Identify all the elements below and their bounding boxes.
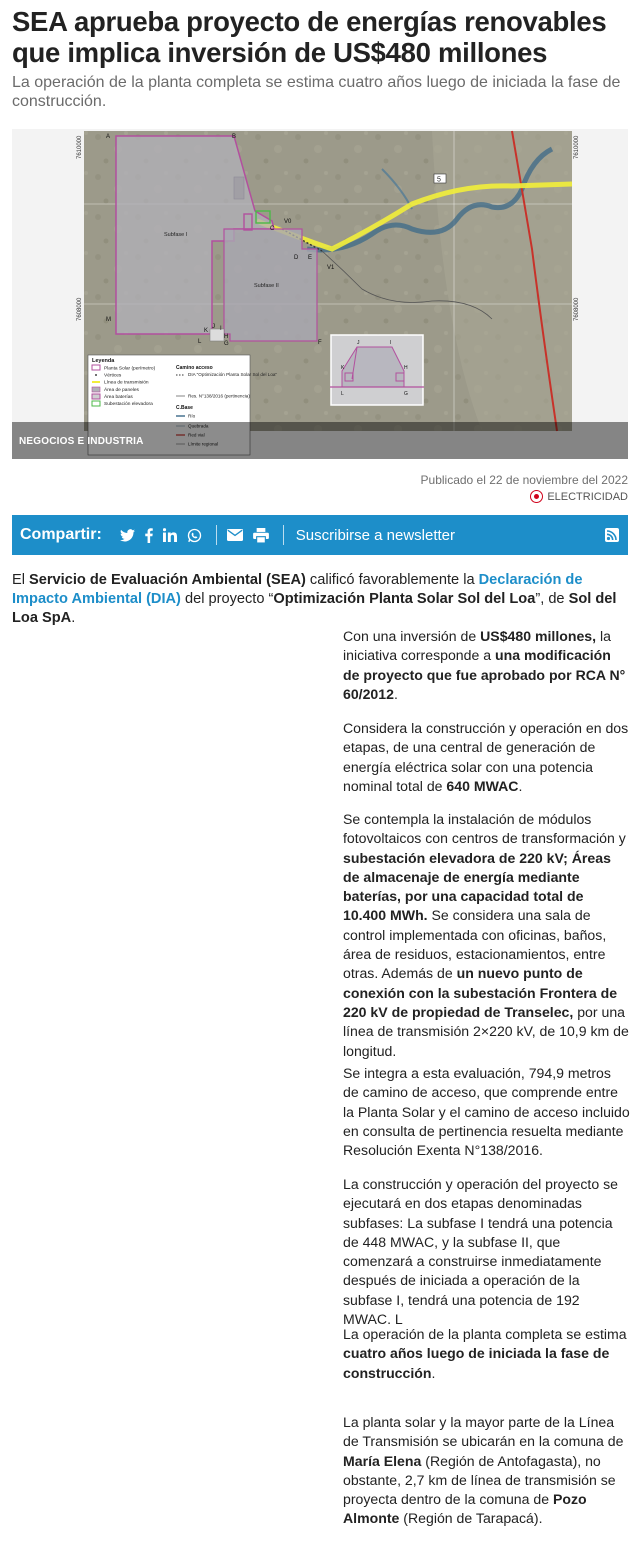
svg-text:H: H xyxy=(404,365,408,371)
paragraph-1: Con una inversión de US$480 millones, la iniciativa corresponde a una modificación de proyecto que fue aprobado por RCA N° 60/2012. xyxy=(343,628,626,702)
newsletter-link[interactable]: Suscribirse a newsletter xyxy=(295,526,456,544)
svg-text:Planta Solar (perímetro): Planta Solar (perímetro) xyxy=(104,366,156,372)
map-inset xyxy=(330,335,424,405)
svg-text:Área de paneles: Área de paneles xyxy=(104,388,139,393)
paragraph-5: La construcción y operación del proyecto se ejecutará en dos etapas denominadas subfases: La subfase I tendrá una potencia de 448 MWAC, y la subfase II, que comenzará a construirse inmediatamente después de iniciada a operación de la subfase I, tendrá una potencia de 192 MWAC. L xyxy=(343,1176,618,1328)
linkedin-icon[interactable] xyxy=(163,528,177,542)
svg-text:K: K xyxy=(341,365,345,371)
share-divider-2 xyxy=(283,525,284,545)
svg-text:K: K xyxy=(204,328,209,334)
svg-text:J: J xyxy=(357,340,360,346)
paragraph-3: Se contempla la instalación de módulos fotovoltaicos con centros de transformación y subestación elevadora de 220 kV; Áreas de almacenaje de energía mediante baterías, por una capacidad total de 10.400 MWh. Se considera una sala de control implementada con oficinas, baños, área de residuos, estacionamientos, entre otras. Además de un nuevo punto de conexión con la subestación Frontera de 220 kV de propiedad de Transelec, por una línea de transmisión 2×220 kV, de 10,9 km de longitud. xyxy=(343,811,629,1059)
svg-text:G: G xyxy=(224,341,229,347)
share-divider xyxy=(216,525,217,545)
svg-text:Línea de transmisión: Línea de transmisión xyxy=(104,380,149,386)
svg-text:Res. N°138/2016 (pertinencia): Res. N°138/2016 (pertinencia) xyxy=(188,393,250,399)
coord-mid-right: 7608000 xyxy=(574,297,580,321)
paragraph-4: Se integra a esta evaluación, 794,9 metros de camino de acceso, que comprende entre la Planta Solar y el camino de acceso incluido en consulta de pertinencia resuelta mediante Resolución Exenta N°138/2016. xyxy=(343,1065,630,1159)
svg-text:F: F xyxy=(318,340,322,346)
svg-text:Subestación elevadora: Subestación elevadora xyxy=(104,402,153,407)
svg-text:Vértices: Vértices xyxy=(104,373,122,379)
twitter-icon[interactable] xyxy=(120,529,135,542)
intro-paragraph: El Servicio de Evaluación Ambiental (SEA) calificó favorablemente la Declaración de Impacto Ambiental (DIA) del proyecto “Optimización Planta Solar Sol del Loa”, de Sol del Loa SpA. xyxy=(12,572,617,626)
article-subtitle: La operación de la planta completa se estima cuatro años luego de iniciada la fase de construcción. xyxy=(12,74,621,110)
category-label[interactable]: NEGOCIOS E INDUSTRIA xyxy=(19,436,144,447)
tag-dot-icon xyxy=(530,490,543,503)
svg-text:Camino acceso: Camino acceso xyxy=(176,365,213,371)
svg-text:Río: Río xyxy=(188,413,196,419)
article-title: SEA aprueba proyecto de energías renovables que implica inversión de US$480 millones xyxy=(12,6,607,68)
svg-text:V1: V1 xyxy=(327,265,335,271)
svg-text:DIA "Optimización Planta Solar: DIA "Optimización Planta Solar Sol del Loa" xyxy=(188,372,278,377)
share-label: Compartir: xyxy=(20,526,102,543)
coord-mid-left: 7608000 xyxy=(77,297,83,321)
subfase-1-label: Subfase I xyxy=(164,232,188,238)
project-map xyxy=(12,129,628,459)
tag-electricidad[interactable] xyxy=(530,490,628,503)
tag-label: ELECTRICIDAD xyxy=(547,490,628,503)
svg-text:I: I xyxy=(390,340,392,346)
print-icon[interactable] xyxy=(253,528,269,543)
paragraph-2: Considera la construcción y operación en dos etapas, de una central de generación de energía eléctrica solar con una potencia nominal total de 640 MWAC. xyxy=(343,720,629,794)
svg-text:G: G xyxy=(404,391,408,397)
hero-map-image[interactable] xyxy=(12,129,628,459)
published-date: Publicado el 22 de noviembre del 2022 xyxy=(420,473,628,487)
subfase-2-label: Subfase II xyxy=(254,283,279,289)
dia-link[interactable]: Declaración de Impacto Ambiental (DIA) xyxy=(12,572,583,607)
road-number: 5 xyxy=(437,176,441,184)
email-icon[interactable] xyxy=(227,529,243,541)
whatsapp-icon[interactable] xyxy=(187,528,202,543)
svg-text:C.Base: C.Base xyxy=(176,405,193,411)
svg-text:J: J xyxy=(212,324,215,330)
rss-icon[interactable] xyxy=(605,528,619,542)
svg-text:V0: V0 xyxy=(284,219,292,225)
svg-text:C: C xyxy=(270,226,275,232)
svg-text:Quebrada: Quebrada xyxy=(188,423,209,429)
paragraph-7: La planta solar y la mayor parte de la Línea de Transmisión se ubicarán en la comuna de María Elena (Región de Antofagasta), no obstante, 2,7 km de línea de transmisión se proyecta dentro de la comuna de Pozo Almonte (Región de Tarapacá). xyxy=(343,1414,624,1527)
facebook-icon[interactable] xyxy=(145,528,153,543)
coord-top-left: 7610000 xyxy=(77,135,83,159)
share-bar xyxy=(12,515,628,555)
svg-text:D: D xyxy=(294,255,299,261)
svg-text:Red vial: Red vial xyxy=(188,432,205,438)
svg-text:M: M xyxy=(106,317,111,323)
paragraph-6: La operación de la planta completa se estima cuatro años luego de iniciada la fase de construcción. xyxy=(343,1326,627,1381)
svg-text:L: L xyxy=(198,339,202,345)
svg-text:B: B xyxy=(232,134,237,140)
svg-text:A: A xyxy=(106,134,111,140)
svg-text:I: I xyxy=(220,326,222,332)
svg-text:H: H xyxy=(224,334,229,340)
svg-text:Área baterías: Área baterías xyxy=(104,395,133,400)
coord-top-right: 7610000 xyxy=(574,135,580,159)
svg-text:E: E xyxy=(308,255,313,261)
svg-text:L: L xyxy=(341,391,344,397)
svg-text:Límite regional: Límite regional xyxy=(188,441,219,447)
svg-text:Leyenda: Leyenda xyxy=(92,358,115,364)
